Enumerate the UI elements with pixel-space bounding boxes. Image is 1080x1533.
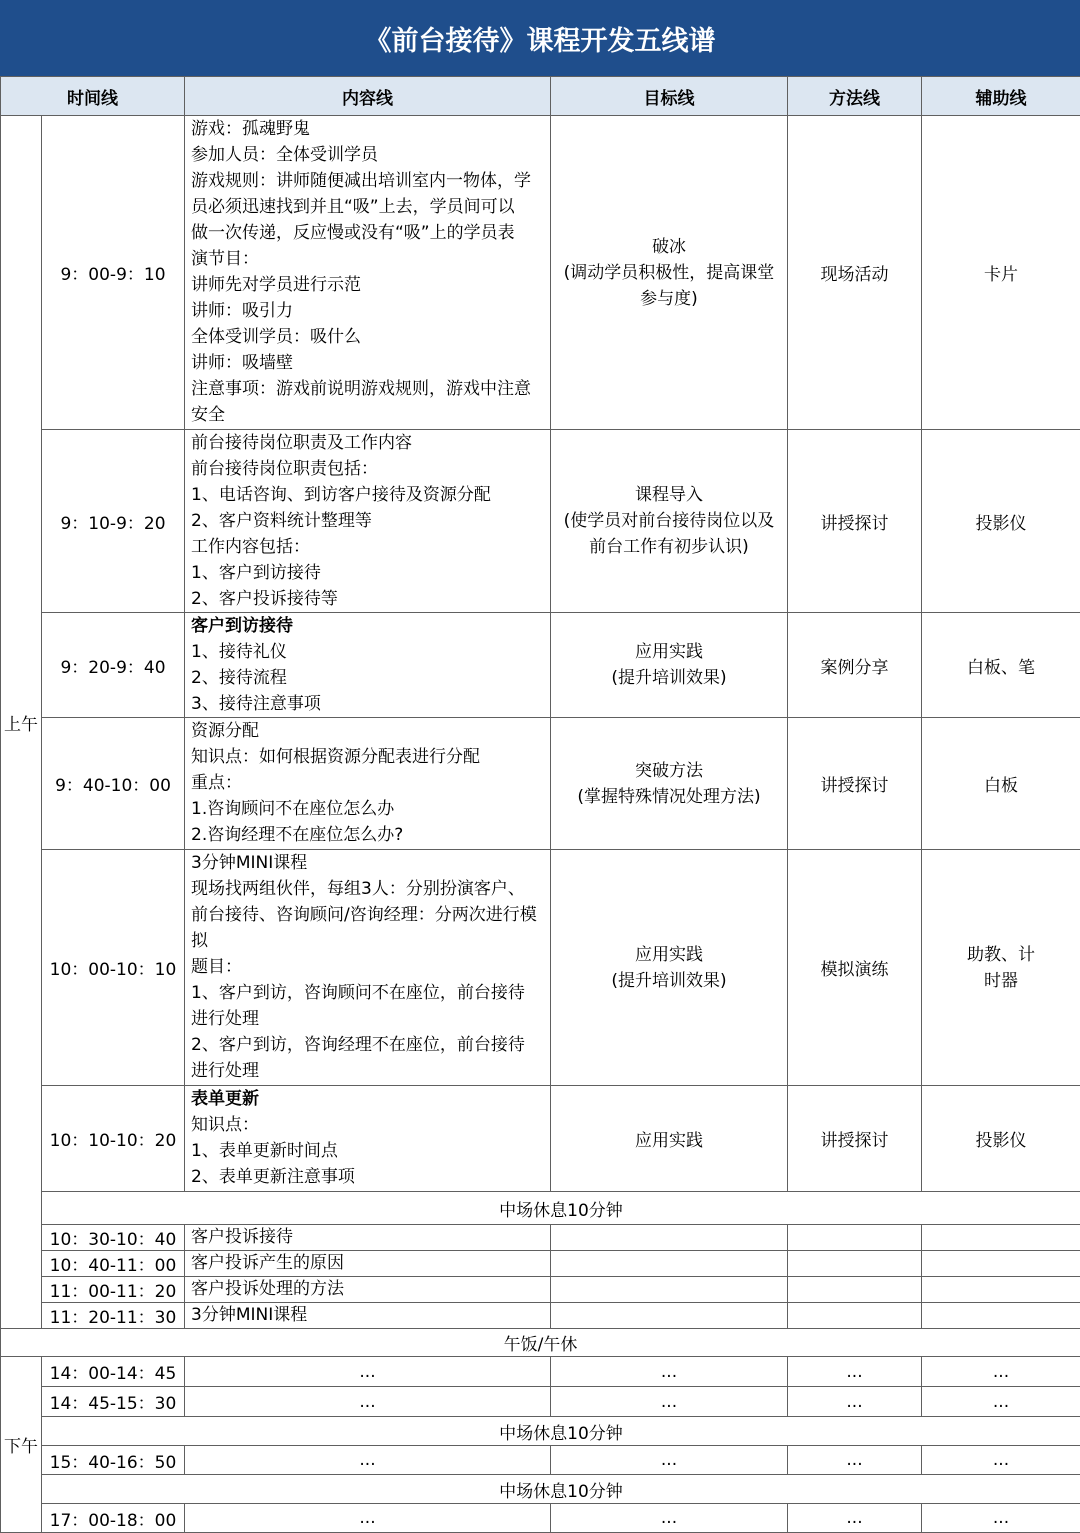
content-cell: 3分钟MINI课程 — [185, 1303, 551, 1329]
time-cell: 9：20-9：40 — [42, 613, 185, 718]
method-cell: ... — [788, 1387, 922, 1417]
goal-cell — [551, 1303, 788, 1329]
aid-cell: ... — [922, 1357, 1080, 1387]
content-cell: ... — [185, 1357, 551, 1387]
goal-cell — [551, 1277, 788, 1303]
aid-cell — [922, 1303, 1080, 1329]
table-row — [1, 430, 1080, 613]
table-row — [1, 718, 1080, 850]
time-cell: 17：00-18：00 — [42, 1504, 185, 1533]
content-cell: 游戏：孤魂野鬼 参加人员：全体受训学员 游戏规则：讲师随便减出培训室内一物体，学 员必须迅速找到并且“吸”上去，学员间可以 做一次传递，反应慢或没有“吸”上的学员表 演节目： 讲师先对学员进行示范 讲师：吸引力 全体受训学员：吸什么 讲师：吸墙壁 注意事项：游戏前说明游戏规则，游戏中注意 安全 — [185, 116, 551, 430]
morning-label: 上午 — [1, 116, 42, 1329]
aid-cell: 投影仪 — [922, 1086, 1080, 1192]
time-cell: 15：40-16：50 — [42, 1446, 185, 1475]
goal-cell: 课程导入 (使学员对前台接待岗位以及 前台工作有初步认识) — [551, 430, 788, 613]
break-label: 中场休息10分钟 — [42, 1475, 1080, 1504]
content-cell: 3分钟MINI课程 现场找两组伙伴，每组3人：分别扮演客户、 前台接待、咨询顾问/咨询经理：分两次进行模 拟 题目： 1、客户到访，咨询顾问不在座位，前台接待 进行处理 2、客户到访，咨询经理不在座位，前台接待 进行处理 — [185, 850, 551, 1086]
aid-cell: ... — [922, 1446, 1080, 1475]
time-cell: 9：40-10：00 — [42, 718, 185, 850]
break-label: 中场休息10分钟 — [42, 1192, 1080, 1225]
header-goal: 目标线 — [551, 77, 788, 116]
lunch-row — [1, 1329, 1080, 1357]
table-row — [1, 1357, 1080, 1387]
method-cell — [788, 1225, 922, 1251]
method-cell: 讲授探讨 — [788, 1086, 922, 1192]
break-row — [1, 1417, 1080, 1446]
goal-cell: ... — [551, 1357, 788, 1387]
table-row — [1, 1387, 1080, 1417]
time-cell: 14：45-15：30 — [42, 1387, 185, 1417]
aid-cell: ... — [922, 1387, 1080, 1417]
content-cell: 客户投诉产生的原因 — [185, 1251, 551, 1277]
method-cell — [788, 1251, 922, 1277]
break-row — [1, 1192, 1080, 1225]
content-cell: ... — [185, 1387, 551, 1417]
goal-cell: 应用实践 (提升培训效果) — [551, 613, 788, 718]
header-time: 时间线 — [1, 77, 185, 116]
break-row — [1, 1475, 1080, 1504]
table-row — [1, 116, 1080, 430]
content-cell: 前台接待岗位职责及工作内容 前台接待岗位职责包括： 1、电话咨询、到访客户接待及资源分配 2、客户资料统计整理等 工作内容包括： 1、客户到访接待 2、客户投诉接待等 — [185, 430, 551, 613]
table-row — [1, 1277, 1080, 1303]
method-cell: ... — [788, 1504, 922, 1533]
aid-cell — [922, 1251, 1080, 1277]
table-row — [1, 1446, 1080, 1475]
aid-cell: ... — [922, 1504, 1080, 1533]
method-cell: 讲授探讨 — [788, 718, 922, 850]
break-label: 中场休息10分钟 — [42, 1417, 1080, 1446]
aid-cell: 投影仪 — [922, 430, 1080, 613]
goal-cell — [551, 1225, 788, 1251]
method-cell: 现场活动 — [788, 116, 922, 430]
content-cell: ... — [185, 1504, 551, 1533]
time-cell: 10：10-10：20 — [42, 1086, 185, 1192]
goal-cell: ... — [551, 1387, 788, 1417]
table-row — [1, 1251, 1080, 1277]
method-cell — [788, 1277, 922, 1303]
goal-cell — [551, 1251, 788, 1277]
header-content: 内容线 — [185, 77, 551, 116]
header-method: 方法线 — [788, 77, 922, 116]
method-cell — [788, 1303, 922, 1329]
aid-cell: 白板、笔 — [922, 613, 1080, 718]
content-cell: 资源分配 知识点：如何根据资源分配表进行分配 重点： 1.咨询顾问不在座位怎么办 2.咨询经理不在座位怎么办? — [185, 718, 551, 850]
lunch-label: 午饭/午休 — [1, 1329, 1080, 1357]
content-cell: 客户投诉接待 — [185, 1225, 551, 1251]
time-cell: 10：30-10：40 — [42, 1225, 185, 1251]
time-cell: 9：00-9：10 — [42, 116, 185, 430]
goal-cell: 应用实践 — [551, 1086, 788, 1192]
method-cell: 讲授探讨 — [788, 430, 922, 613]
header-aid: 辅助线 — [922, 77, 1080, 116]
goal-cell: ... — [551, 1504, 788, 1533]
table-row — [1, 1225, 1080, 1251]
aid-cell: 助教、计 时器 — [922, 850, 1080, 1086]
method-cell: ... — [788, 1357, 922, 1387]
content-cell: 客户投诉处理的方法 — [185, 1277, 551, 1303]
time-cell: 11：20-11：30 — [42, 1303, 185, 1329]
aid-cell: 白板 — [922, 718, 1080, 850]
method-cell: 模拟演练 — [788, 850, 922, 1086]
page-title: 《前台接待》课程开发五线谱 — [0, 0, 1080, 76]
content-cell: 表单更新 知识点： 1、表单更新时间点 2、表单更新注意事项 — [185, 1086, 551, 1192]
table-row — [1, 613, 1080, 718]
content-cell: ... — [185, 1446, 551, 1475]
aid-cell — [922, 1277, 1080, 1303]
goal-cell: 破冰 (调动学员积极性，提高课堂 参与度) — [551, 116, 788, 430]
time-cell: 10：40-11：00 — [42, 1251, 185, 1277]
goal-cell: 应用实践 (提升培训效果) — [551, 850, 788, 1086]
time-cell: 10：00-10：10 — [42, 850, 185, 1086]
goal-cell: 突破方法 (掌握特殊情况处理方法) — [551, 718, 788, 850]
table-row — [1, 1086, 1080, 1192]
aid-cell: 卡片 — [922, 116, 1080, 430]
schedule-table — [0, 76, 1080, 1533]
content-cell: 客户到访接待 1、接待礼仪 2、接待流程 3、接待注意事项 — [185, 613, 551, 718]
time-cell: 9：10-9：20 — [42, 430, 185, 613]
table-row — [1, 1303, 1080, 1329]
method-cell: 案例分享 — [788, 613, 922, 718]
table-row — [1, 1504, 1080, 1533]
time-cell: 14：00-14：45 — [42, 1357, 185, 1387]
aid-cell — [922, 1225, 1080, 1251]
goal-cell: ... — [551, 1446, 788, 1475]
afternoon-label: 下午 — [1, 1357, 42, 1533]
method-cell: ... — [788, 1446, 922, 1475]
table-row — [1, 850, 1080, 1086]
time-cell: 11：00-11：20 — [42, 1277, 185, 1303]
